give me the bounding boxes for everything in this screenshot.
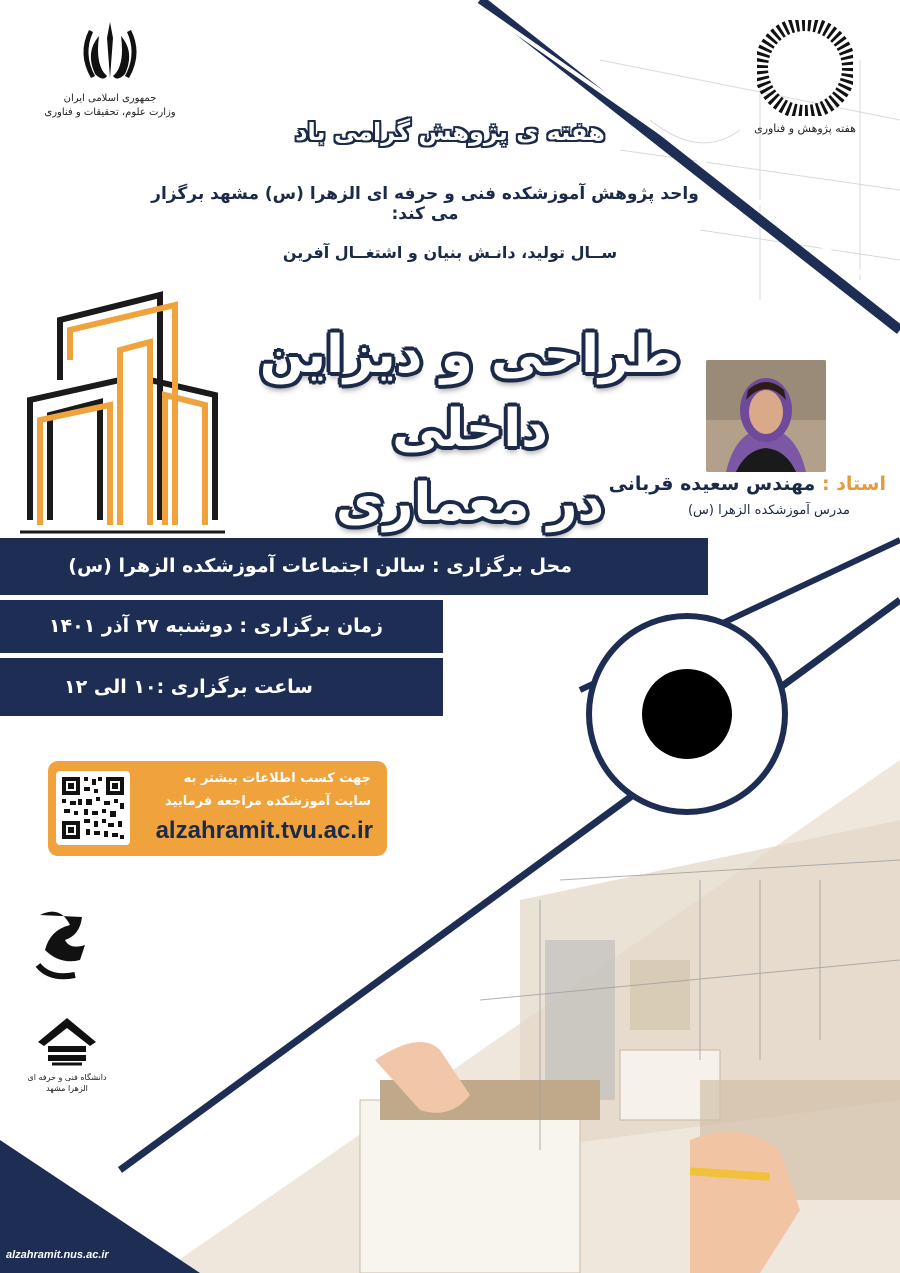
venue-bar: محل برگزاری : سالن اجتماعات آموزشکده الزهرا (س) [0,538,708,595]
info-box-line1: جهت کسب اطلاعات بیشتر به [183,771,371,786]
research-week-title: هفته ی پژوهش گرامی باد [295,118,605,146]
organizer-text: واحد پژوهش آموزشکده فنی و حرفه ای الزهرا (س) مشهد برگزار می کند: [151,184,699,224]
date-bar: زمان برگزاری : دوشنبه ۲۷ آذر ۱۴۰۱ [0,600,443,653]
alzahra-logo [24,1012,110,1102]
alzahra-logo-icon [34,1012,100,1068]
time-bar: ساعت برگزاری :۱۰ الی ۱۲ [0,658,443,716]
year-slogan: ســال تولید، دانـش بنیان و اشتغــال آفرین [282,243,618,262]
gov-line1: جمهوری اسلامی ایران [63,93,157,104]
tvu-logo [30,905,110,985]
footer-url[interactable]: alzahramit.nus.ac.ir [0,1245,120,1265]
instructor-prefix: استاد : [821,473,886,495]
event-title-line1: طراحی و دیزاین داخلی [259,325,681,459]
government-emblem [40,18,180,148]
research-week-logo [745,20,865,150]
gov-line2: وزارت علوم، تحقیقات و فناوری [44,107,176,118]
instructor-line [560,473,886,495]
qr-code-icon[interactable] [56,771,130,845]
tvu-logo-icon [30,905,110,985]
event-title-line2: در معماری [335,473,605,533]
alzahra-logo-text2: الزهرا مشهد [46,1084,88,1093]
instructor-name: مهندس سعیده قربانی [608,473,816,495]
week-logo-text: هفته پژوهش و فناوری [754,122,856,135]
spiral-logo-icon [757,20,853,116]
info-box-line2: سایت آموزشکده مراجعه فرمایید [165,794,371,809]
instructor-photo [706,360,826,472]
alzahra-logo-text1: دانشگاه فنی و حرفه ای [27,1073,107,1082]
website-link[interactable]: alzahramit.tvu.ac.ir [155,817,373,844]
iran-emblem-icon [77,18,143,88]
instructor-role: مدرس آموزشکده الزهرا (س) [687,503,850,518]
website-info-box [48,761,387,856]
